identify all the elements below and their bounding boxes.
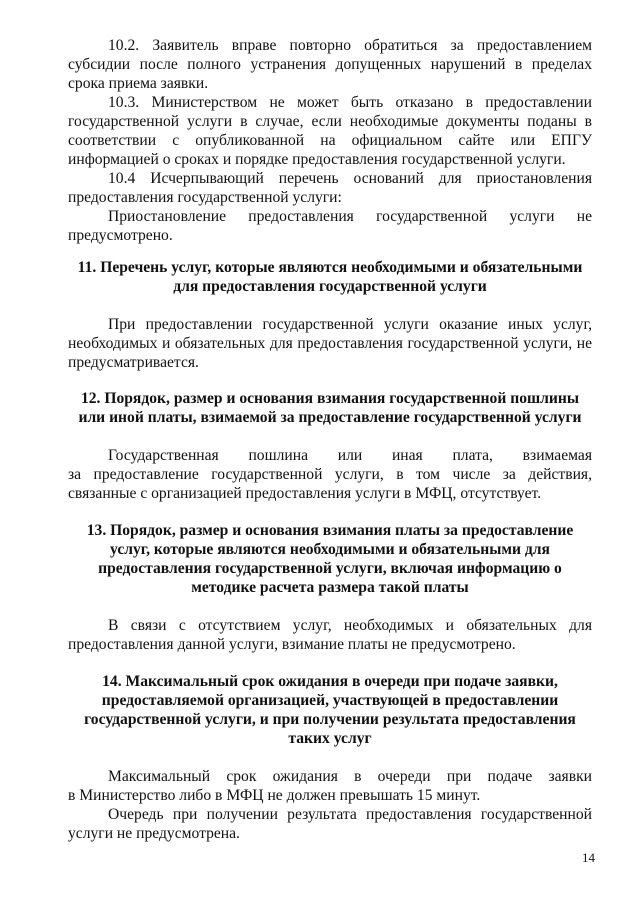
- section-14-text1: в Министерство либо в МФЦ не должен превышать 15 минут.: [68, 787, 481, 804]
- section-12-heading: 12. Порядок, размер и основания взимания государственной пошлины или иной платы, взимаемой за предоставление государственной услуги: [78, 390, 582, 426]
- paragraph-10-4-text: Приостановление предоставления государственной услуги не предусмотрено.: [68, 208, 592, 244]
- section-14-text2: Очередь при получении результата предоставления государственной услуги не предусмотрена.: [68, 806, 592, 842]
- page-content: [68, 36, 592, 843]
- section-11-text: При предоставлении государственной услуги оказание иных услуг, необходимых и обязательных для предоставления государственной услуги, не предусматривается.: [68, 316, 592, 371]
- paragraph-10-3: 10.3. Министерством не может быть отказано в предоставлении государственной услуги в случае, если необходимые документы поданы в соответствии с опубликованной на официальном сайте или ЕПГУ информацией о сроках и порядке предоставления государственной услуги.: [68, 94, 592, 168]
- section-12-text-line1: Государственная пошлина или иная плата, взимаемая: [108, 447, 592, 464]
- section-13-text: В связи с отсутствием услуг, необходимых и обязательных для предоставления данной услуги, взимание платы не предусмотрено.: [68, 617, 592, 653]
- section-12-text: за предоставление государственной услуги, в том числе за действия, связанные с организацией предоставления услуги в МФЦ, отсутствует.: [68, 466, 592, 502]
- paragraph-10-2: 10.2. Заявитель вправе повторно обратиться за предоставлением субсидии после полного устранения допущенных нарушений в пределах срока приема заявки.: [68, 37, 592, 92]
- paragraph-10-4: 10.4 Исчерпывающий перечень оснований для приостановления предоставления государственной услуги:: [68, 170, 592, 206]
- section-14-text1-line1: Максимальный срок ожидания в очереди при подаче заявки: [108, 768, 592, 785]
- section-11-heading: 11. Перечень услуг, которые являются необходимыми и обязательными для предоставления государственной услуги: [77, 259, 583, 295]
- page-number: 14: [582, 850, 595, 865]
- section-13-heading: 13. Порядок, размер и основания взимания платы за предоставление услуг, которые являются необходимыми и обязательными для предоставления государственной услуги, включая информацию о методике расчета размера такой платы: [86, 522, 574, 596]
- section-14-heading: 14. Максимальный срок ожидания в очереди при подаче заявки, предоставляемой организацией, участвующей в предоставлении государственной услуги, и при получении результата предоставления таких услуг: [84, 673, 576, 747]
